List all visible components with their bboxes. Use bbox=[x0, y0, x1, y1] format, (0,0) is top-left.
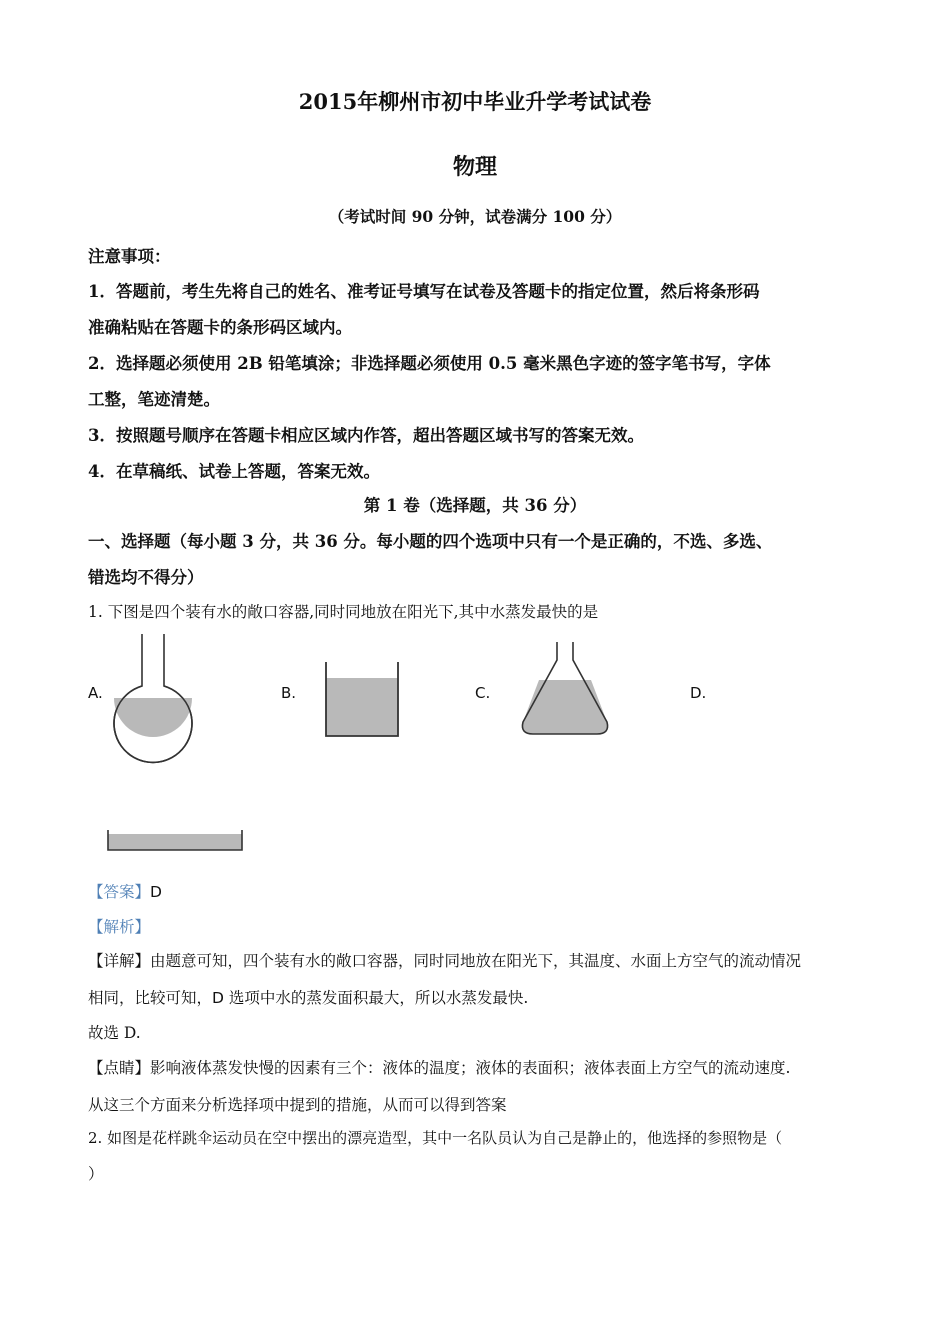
beaker-figure bbox=[322, 662, 402, 742]
notice-item-1b: 准确粘贴在答题卡的条形码区域内。 bbox=[88, 318, 352, 337]
notice-item-2b: 工整，笔迹清楚。 bbox=[88, 390, 220, 409]
question-1-stem: 1. 下图是四个装有水的敞口容器,同时同地放在阳光下,其中水蒸发最快的是 bbox=[88, 603, 599, 621]
answer-tag: 【答案】 bbox=[88, 883, 151, 901]
exam-title: 2015年柳州市初中毕业升学考试试卷 bbox=[298, 89, 652, 114]
notice-item-4: 4．在草稿纸、试卷上答题，答案无效。 bbox=[88, 462, 380, 481]
detail-line-1 bbox=[88, 949, 801, 971]
option-a-label: A. bbox=[88, 684, 103, 702]
comment-line-2: 从这三个方面来分析选择项中提到的措施，从而可以得到答案 bbox=[88, 1096, 507, 1114]
exam-info: （考试时间 90 分钟，试卷满分 100 分） bbox=[328, 207, 622, 226]
detail-line-2 bbox=[88, 986, 528, 1008]
notice-heading: 注意事项： bbox=[88, 247, 171, 266]
detail-text-1: 由题意可知，四个装有水的敞口容器，同时同地放在阳光下，其温度、水面上方空气的流动情况 bbox=[150, 952, 802, 970]
answer-value: D bbox=[150, 883, 162, 901]
notice-item-3: 3．按照题号顺序在答题卡相应区域内作答，超出答题区域书写的答案无效。 bbox=[88, 426, 644, 445]
shallow-dish-figure bbox=[106, 828, 246, 854]
notice-item-1a: 1．答题前，考生先将自己的姓名、准考证号填写在试卷及答题卡的指定位置，然后将条形码 bbox=[88, 282, 760, 301]
notice-item-2a: 2．选择题必须使用 2B 铅笔填涂；非选择题必须使用 0.5 毫米黑色字迹的签字笔书写，字体 bbox=[88, 354, 771, 373]
detail-tag: 【详解】 bbox=[88, 952, 151, 970]
option-c-label: C. bbox=[475, 684, 491, 702]
comment-tag: 【点睛】 bbox=[88, 1059, 151, 1077]
detail-text-2a: 相同，比较可知， bbox=[88, 989, 213, 1007]
round-flask-figure bbox=[110, 634, 196, 746]
question-2-stem-line2: ） bbox=[88, 1165, 104, 1183]
answer-line bbox=[88, 880, 162, 902]
option-b-label: B. bbox=[281, 684, 297, 702]
subject-title: 物理 bbox=[452, 154, 497, 180]
section-title: 第 1 卷（选择题，共 36 分） bbox=[363, 496, 587, 515]
detail-text-2b: D bbox=[212, 989, 224, 1007]
choose-line: 故选 D. bbox=[88, 1024, 141, 1042]
part-heading-line1: 一、选择题（每小题 3 分，共 36 分。每小题的四个选项中只有一个是正确的，不选、多选、 bbox=[88, 532, 773, 551]
detail-text-2c: 选项中水的蒸发面积最大，所以水蒸发最快. bbox=[223, 989, 529, 1007]
option-d-label: D. bbox=[690, 684, 707, 702]
comment-line-1 bbox=[88, 1056, 790, 1078]
comment-text-1: 影响液体蒸发快慢的因素有三个：液体的温度；液体的表面积；液体表面上方空气的流动速度. bbox=[150, 1059, 791, 1077]
question-2-stem-line1: 2. 如图是花样跳伞运动员在空中摆出的漂亮造型，其中一名队员认为自己是静止的，他选择的参照物是（ bbox=[88, 1129, 783, 1147]
conical-flask-figure bbox=[515, 640, 615, 738]
analysis-tag: 【解析】 bbox=[88, 918, 151, 936]
part-heading-line2: 错选均不得分） bbox=[88, 568, 204, 587]
